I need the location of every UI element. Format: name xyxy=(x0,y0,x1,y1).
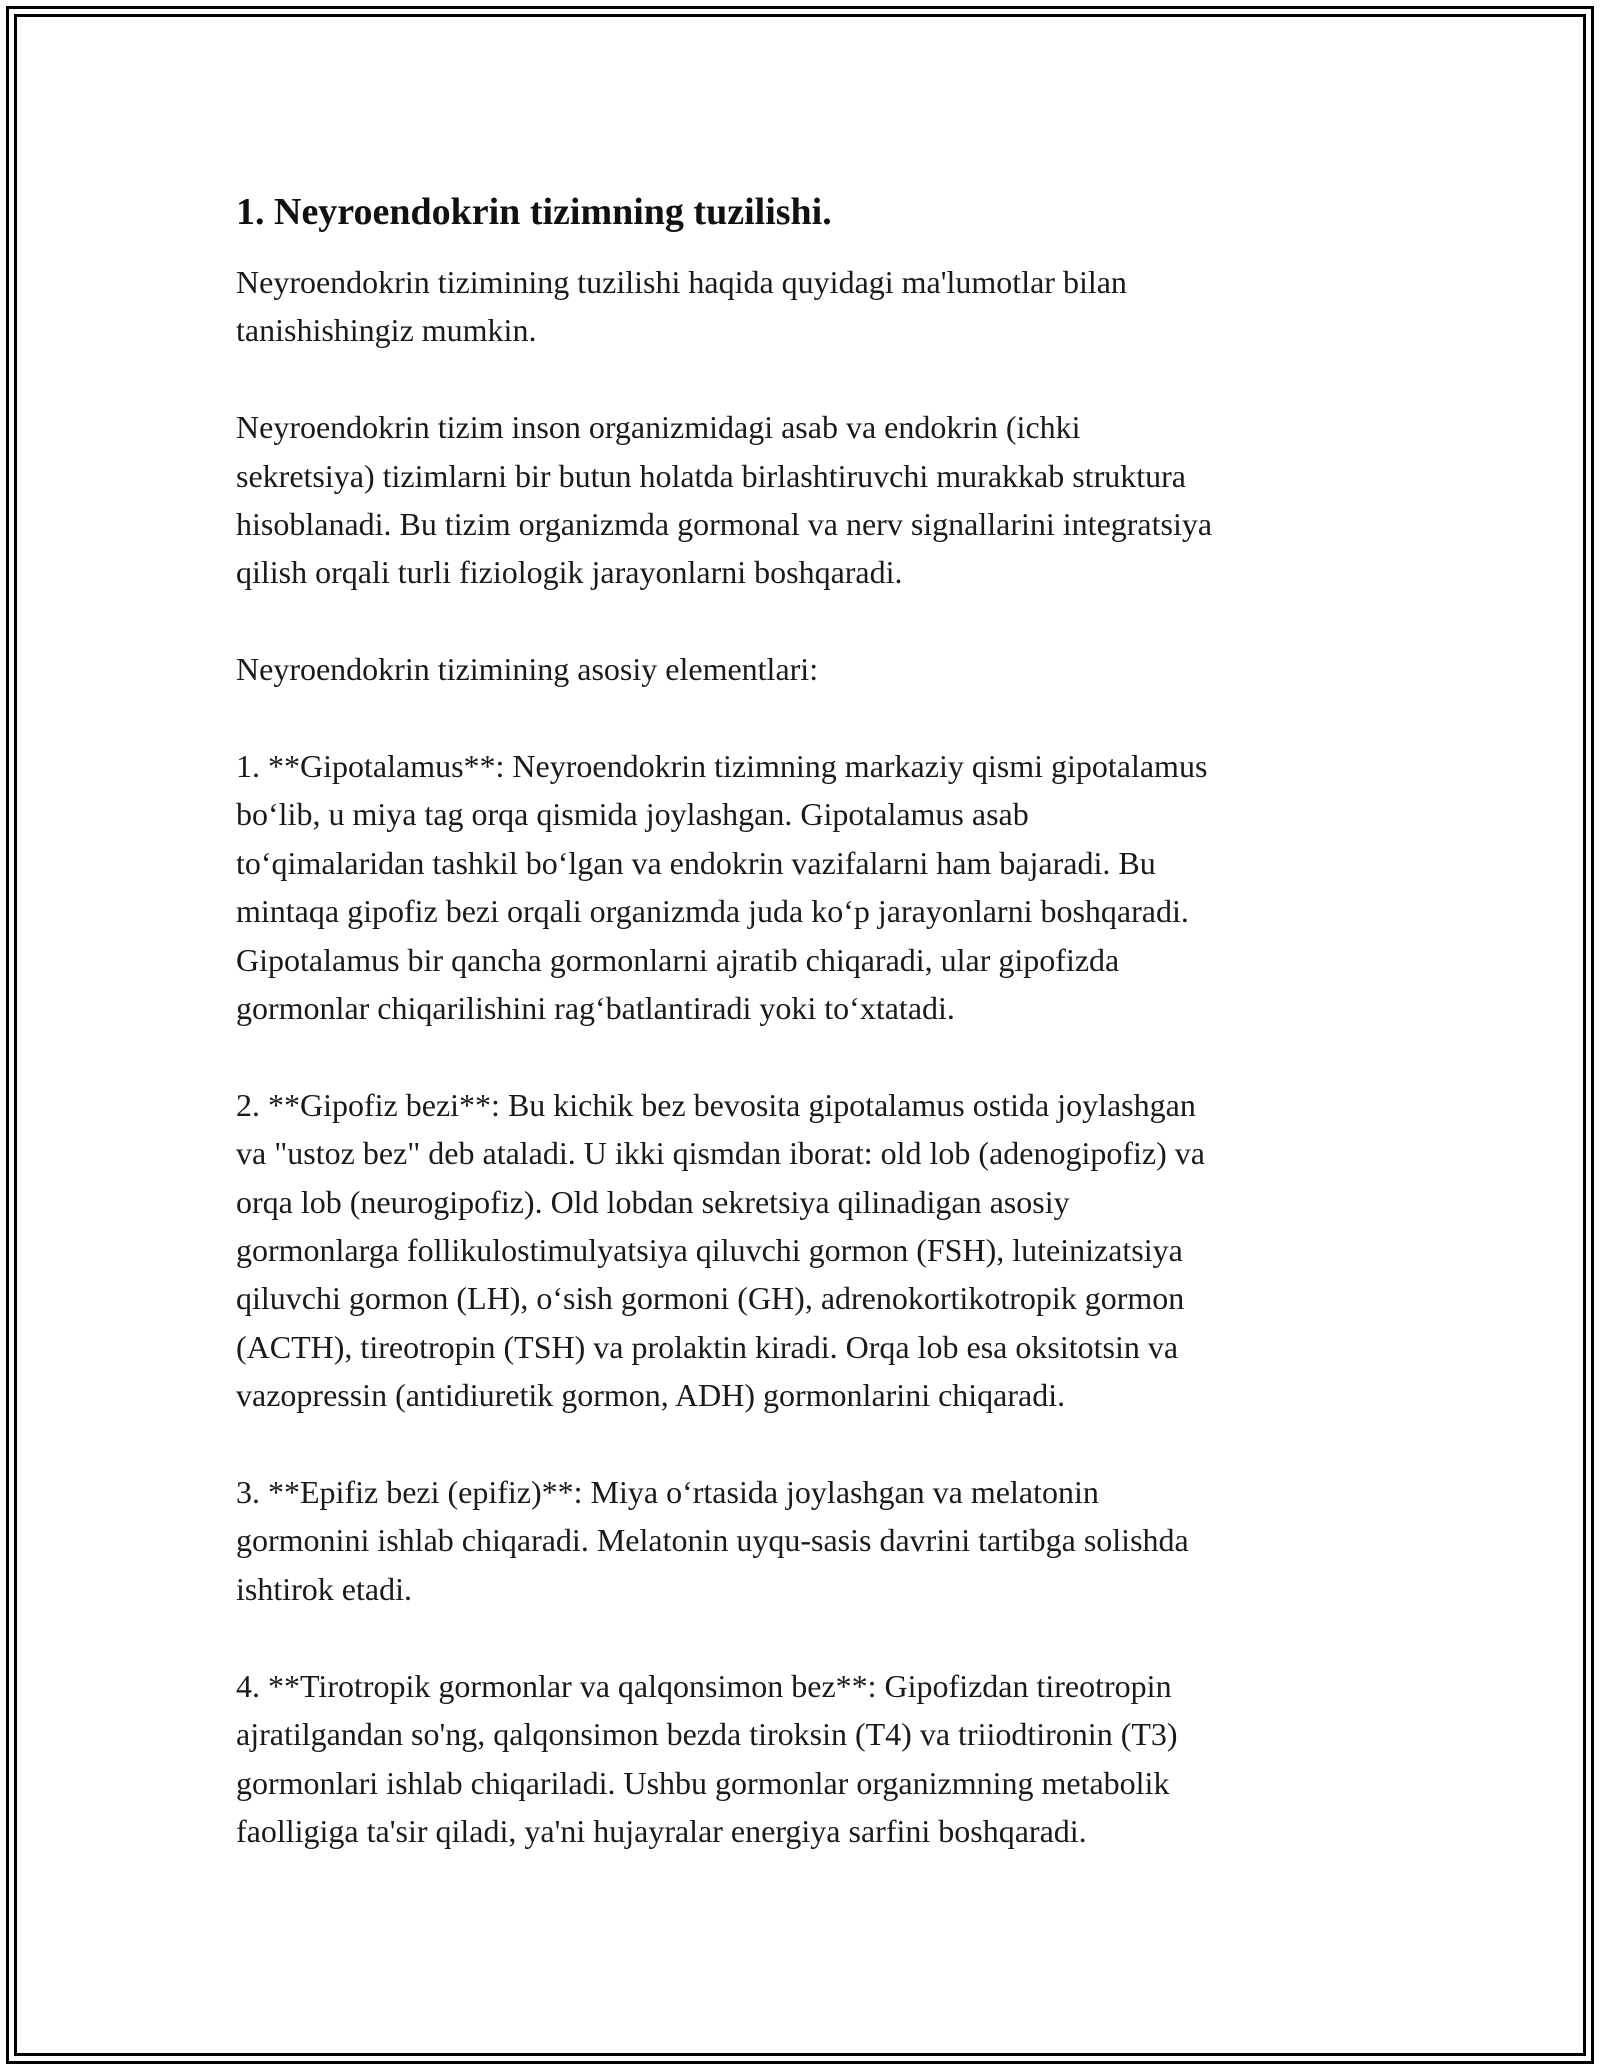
list-item-gipotalamus: 1. **Gipotalamus**: Neyroendokrin tizimning markaziy qismi gipotalamus bo‘lib, u miya tag orqa qismida joylashgan. Gipotalamus asab to‘qimalaridan tashkil bo‘lgan va endokrin vazifalarni ham bajaradi. Bu mintaqa gipofiz bezi orqali organizmda juda ko‘p jarayonlarni boshqaradi. Gipotalamus bir qancha gormonlarni ajratib chiqaradi, ular gipofizda gormonlar chiqarilishini rag‘batlantiradi yoki to‘xtatadi. xyxy=(236,748,1208,1027)
definition-paragraph: Neyroendokrin tizim inson organizmidagi asab va endokrin (ichki sekretsiya) tizimlarni bir butun holatda birlashtiruvchi murakkab struktura hisoblanadi. Bu tizim organizmda gormonal va nerv signallarini integratsiya qilish orqali turli fiziologik jarayonlarni boshqaradi. xyxy=(236,409,1213,591)
list-item-gipofiz: 2. **Gipofiz bezi**: Bu kichik bez bevosita gipotalamus ostida joylashgan va "ustoz bez" deb ataladi. U ikki qismdan iborat: old lob (adenogipofiz) va orqa lob (neurogipofiz). Old lobdan sekretsiya qilinadigan asosiy gormonlarga follikulostimulyatsiya qiluvchi gormon (FSH), luteinizatsiya qiluvchi gormon (LH), o‘sish gormoni (GH), adrenokortikotropik gormon (ACTH), tireotropin (TSH) va prolaktin kiradi. Orqa lob esa oksitotsin va vazopressin (antidiuretik gormon, ADH) gormonlarini chiqaradi. xyxy=(236,1086,1205,1414)
intro-paragraph: Neyroendokrin tizimining tuzilishi haqida quyidagi ma'lumotlar bilan tanishishingiz mumkin. xyxy=(236,264,1127,349)
list-item-epifiz: 3. **Epifiz bezi (epifiz)**: Miya o‘rtasida joylashgan va melatonin gormonini ishlab chiqaradi. Melatonin uyqu-sasis davrini tartibga solishda ishtirok etadi. xyxy=(236,1474,1189,1607)
elements-heading-paragraph: Neyroendokrin tizimining asosiy elementlari: xyxy=(236,651,819,688)
page-title: 1. Neyroendokrin tizimning tuzilishi. xyxy=(236,191,832,233)
list-item-tirotropik: 4. **Tirotropik gormonlar va qalqonsimon bez**: Gipofizdan tireotropin ajratilgandan so'ng, qalqonsimon bezda tiroksin (T4) va triiodtironin (T3) gormonlari ishlab chiqariladi. Ushbu gormonlar organizmning metabolik faolligiga ta'sir qiladi, ya'ni hujayralar energiya sarfini boshqaradi. xyxy=(236,1667,1178,1849)
document-body xyxy=(236,186,1366,1855)
